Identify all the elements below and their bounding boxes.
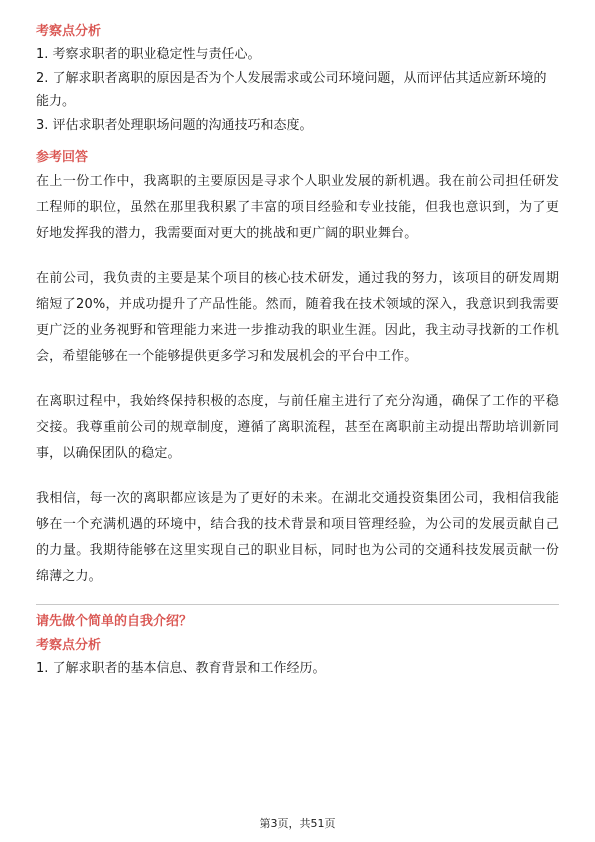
section-divider xyxy=(36,604,559,605)
page-number: 第3页，共51页 xyxy=(259,817,336,830)
analysis-heading: 考察点分析 xyxy=(36,638,102,653)
analysis-item: 3. 评估求职者处理职场问题的沟通技巧和态度。 xyxy=(36,117,313,133)
answer-paragraph: 在上一份工作中，我离职的主要原因是寻求个人职业发展的新机遇。我在前公司担任研发工程师的职位，虽然在那里我积累了丰富的项目经验和专业技能，但我也意识到，为了更好地发挥我的潜力，我需要面对更大的挑战和更广阔的职业舞台。 xyxy=(36,174,559,241)
answer-paragraph: 我相信，每一次的离职都应该是为了更好的未来。在湖北交通投资集团公司，我相信我能够在一个充满机遇的环境中，结合我的技术背景和项目管理经验，为公司的发展贡献自己的力量。我期待能够在这里实现自己的职业目标，同时也为公司的交通科技发展贡献一份绵薄之力。 xyxy=(36,491,559,584)
answer-paragraph: 在前公司，我负责的主要是某个项目的核心技术研发，通过我的努力，该项目的研发周期缩短了20%，并成功提升了产品性能。然而，随着我在技术领域的深入，我意识到我需要更广泛的业务视野和管理能力来进一步推动我的职业生涯。因此，我主动寻找新的工作机会，希望能够在一个能够提供更多学习和发展机会的平台中工作。 xyxy=(36,271,559,364)
answer-heading: 参考回答 xyxy=(36,150,89,165)
analysis-item: 1. 考察求职者的职业稳定性与责任心。 xyxy=(36,47,261,62)
answer-paragraph: 在离职过程中，我始终保持积极的态度，与前任雇主进行了充分沟通，确保了工作的平稳交接。我尊重前公司的规章制度，遵循了离职流程，甚至在离职前主动提出帮助培训新同事，以确保团队的稳定。 xyxy=(36,394,559,461)
analysis-item: 2. 了解求职者离职的原因是否为个人发展需求或公司环境问题，从而评估其适应新环境的能力。 xyxy=(36,70,547,109)
interview-question: 请先做个简单的自我介绍？ xyxy=(36,614,193,629)
analysis-heading: 考察点分析 xyxy=(36,24,102,39)
document-body xyxy=(36,21,559,681)
analysis-item: 1. 了解求职者的基本信息、教育背景和工作经历。 xyxy=(36,661,326,676)
